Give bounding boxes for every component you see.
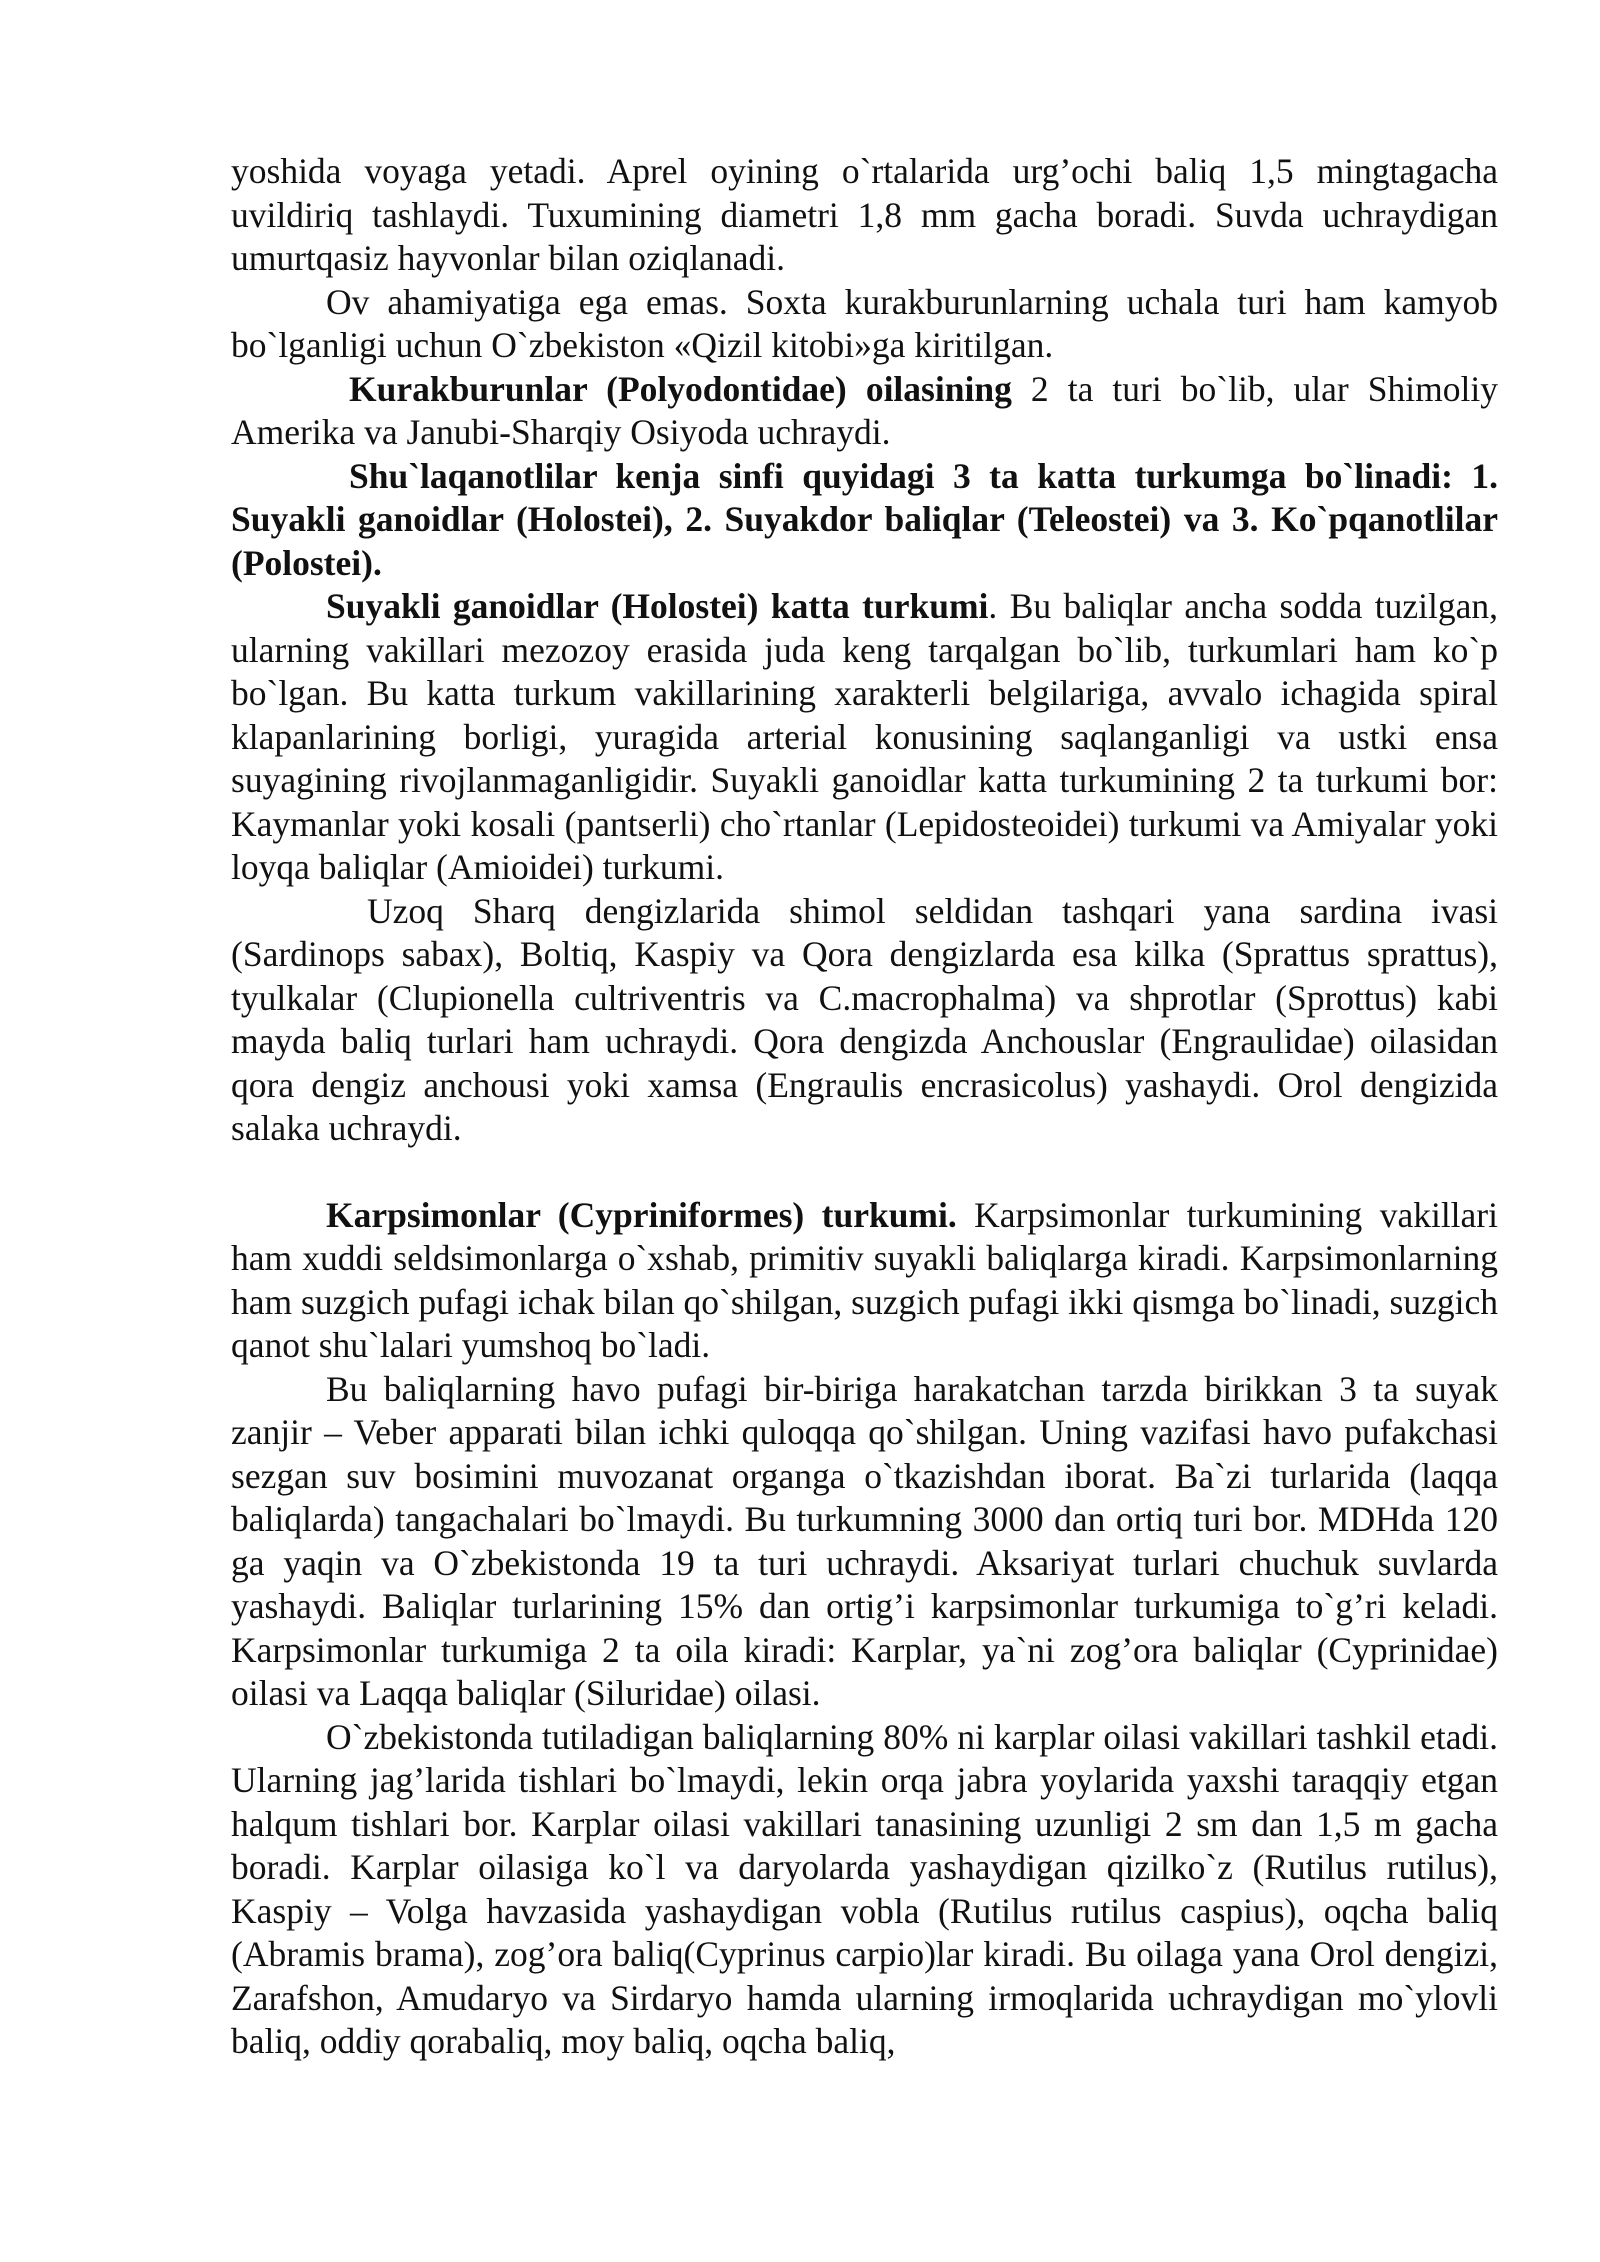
paragraph-8-text: Bu baliqlarning havo pufagi bir-biriga harakatchan tarzda birikkan 3 ta suyak zanjir – Veber apparati bilan ichki quloqqa qo`shilgan. Uning vazifasi havo pufakchasi sezgan suv bosimini muvozanat organga o`tkazishdan iborat. Ba`zi turlarida (laqqa baliqlarda) tangachalari bo`lmaydi. Bu turkumning 3000 dan ortiq turi bor. MDHda 120 ga yaqin va O`zbekistonda 19 ta turi uchraydi. Aksariyat turlari chuchuk suvlarda yashaydi. Baliqlar turlarining 15% dan ortig’i karpsimonlar turkumiga to`g’ri keladi. Karpsimonlar turkumiga 2 ta oila kiradi: Karplar, ya`ni zog’ora baliqlar (Cyprinidae) oilasi va Laqqa baliqlar (Siluridae) oilasi. [231, 1368, 1498, 1713]
paragraph-3-text: 2 ta turi bo`lib, ular Shimoliy Amerika va Janubi-Sharqiy Osiyoda uchraydi. [231, 368, 1498, 452]
paragraph-3 [231, 368, 1498, 455]
paragraph-2-text: Ov ahamiyatiga ega emas. Soxta kurakburunlarning uchala turi ham kamyob bo`lganligi uchun O`zbekiston «Qizil kitobi»ga kiritilgan. [231, 281, 1498, 365]
paragraph-9 [231, 1716, 1498, 2064]
paragraph-7 [231, 1194, 1498, 1368]
paragraph-3-heading: Kurakburunlar (Polyodontidae) oilasining [349, 368, 1012, 409]
paragraph-6-text: Uzoq Sharq dengizlarida shimol seldidan tashqari yana sardina ivasi (Sardinops sabax), Boltiq, Kaspiy va Qora dengizlarda esa kilka (Sprattus sprattus), tyulkalar (Clupionella cultriventris va C.macrophalma) va shprotlar (Sprottus) kabi mayda baliq turlari ham uchraydi. Qora dengizda Anchouslar (Engraulidae) oilasidan qora dengiz anchousi yoki xamsa (Engraulis encrasicolus) yashaydi. Orol dengizida salaka uchraydi. [231, 890, 1498, 1148]
paragraph-7-text: Karpsimonlar turkumining vakillari ham xuddi seldsimonlarga o`xshab, primitiv suyakli baliqlarga kiradi. Karpsimonlarning ham suzgich pufagi ichak bilan qo`shilgan, suzgich pufagi ikki qismga bo`linadi, suzgich qanot shu`lalari yumshoq bo`ladi. [231, 1194, 1498, 1365]
paragraph-6 [231, 890, 1498, 1151]
paragraph-1-text: yoshida voyaga yetadi. Aprel oyining o`rtalarida urg’ochi baliq 1,5 mingtagacha uvildiriq tashlaydi. Tuxumining diametri 1,8 mm gacha boradi. Suvda uchraydigan umurtqasiz hayvonlar bilan oziqlanadi. [231, 151, 1498, 278]
paragraph-5-text: . Bu baliqlar ancha sodda tuzilgan, ularning vakillari mezozoy erasida juda keng tarqalgan bo`lib, turkumlari ham ko`p bo`lgan. Bu katta turkum vakillarining xarakterli belgilariga, avvalo ichagida spiral klapanlarining borligi, yuragida arterial konusining saqlanganligi va ustki ensa suyagining rivojlanmaganligidir. Suyakli ganoidlar katta turkumining 2 ta turkumi bor: Kaymanlar yoki kosali (pantserli) cho`rtanlar (Lepidosteoidei) turkumi va Amiyalar yoki loyqa baliqlar (Amioidei) turkumi. [231, 586, 1498, 887]
paragraph-4 [231, 455, 1498, 586]
paragraph-9-text: O`zbekistonda tutiladigan baliqlarning 80% ni karplar oilasi vakillari tashkil etadi. Ularning jag’larida tishlari bo`lmaydi, lekin orqa jabra yoylarida yaxshi taraqqiy etgan halqum tishlari bor. Karplar oilasi vakillari tanasining uzunligi 2 sm dan 1,5 m gacha boradi. Karplar oilasiga ko`l va daryolarda yashaydigan qizilko`z (Rutilus rutilus), Kaspiy – Volga havzasida yashaydigan vobla (Rutilus rutilus caspius), oqcha baliq (Abramis brama), zog’ora baliq(Cyprinus carpio)lar kiradi. Bu oilaga yana Orol dengizi, Zarafshon, Amudaryo va Sirdaryo hamda ularning irmoqlarida uchraydigan mo`ylovli baliq, oddiy qorabaliq, moy baliq, oqcha baliq, [231, 1716, 1498, 2061]
paragraph-5 [231, 585, 1498, 890]
paragraph-4-heading: Shu`laqanotlilar kenja sinfi quyidagi 3 ta katta turkumga bo`linadi: 1. Suyakli ganoidlar (Holostei), 2. Suyakdor baliqlar (Teleostei) va 3. Ko`pqanotlilar (Polostei). [231, 455, 1498, 583]
paragraph-7-heading: Karpsimonlar (Cypriniformes) turkumi. [326, 1194, 957, 1235]
paragraph-1 [231, 150, 1498, 281]
document-page [231, 150, 1498, 2064]
paragraph-2 [231, 281, 1498, 368]
paragraph-5-heading: Suyakli ganoidlar (Holostei) katta turkumi [326, 586, 989, 626]
paragraph-8 [231, 1368, 1498, 1716]
